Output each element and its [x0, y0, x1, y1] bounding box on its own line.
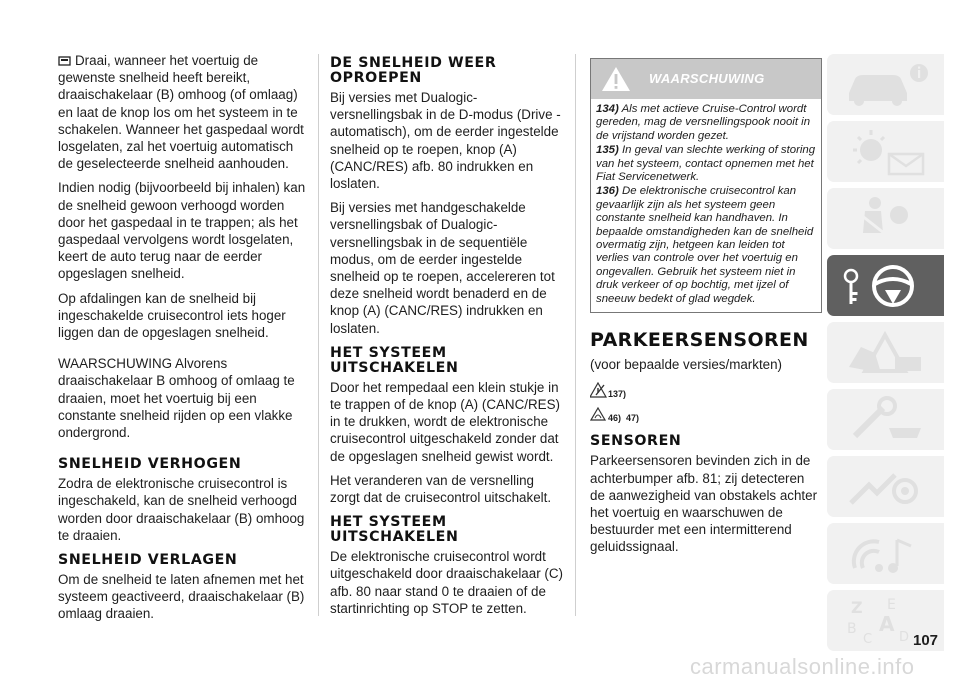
chapter-heading: PARKEERSENSOREN [590, 329, 809, 352]
warning-triangle-icon [601, 66, 631, 92]
tab-starting-driving[interactable] [827, 255, 944, 316]
tab-safety[interactable] [827, 188, 944, 249]
section-heading: HET SYSTEEM UITSCHAKELEN [330, 514, 459, 546]
tab-multimedia[interactable] [827, 523, 944, 584]
svg-text:C: C [863, 632, 873, 647]
svg-text:Z: Z [851, 598, 863, 617]
tab-technical-data[interactable] [827, 456, 944, 517]
watermark: carmanualsonline.info [690, 654, 915, 679]
paragraph: Bij versies met handgeschakelde versnellingsbak of Dualogic-versnellingsbak in de sequentiële modus, om de eerder ingestelde snelheid op te roepen, accelereren tot deze snelheid wordt benaderd en de knop (A) (CANC/RES) indrukken en loslaten. [330, 200, 555, 336]
reference-number: 46) [608, 413, 622, 424]
car-info-icon [835, 59, 935, 111]
svg-text:A: A [879, 612, 895, 636]
warning-header [591, 59, 821, 99]
paragraph: Door het rempedaal een klein stukje in te trappen of de knop (A) (CANC/RES) in te drukken, wordt de elektronische cruisecontrol uitgeschakeld zonder dat de opgeslagen snelheid gewist wordt. [330, 379, 560, 464]
warning-body [591, 99, 821, 312]
airbag-icon [835, 193, 935, 245]
section-heading: HET SYSTEEM UITSCHAKELEN [330, 344, 459, 376]
paragraph: WAARSCHUWING Alvorens draaischakelaar B omhoog of omlaag te draaien, moet het voertuig bij een constante snelheid rijden op een vlakke ondergrond. [58, 356, 295, 441]
note-reference [590, 404, 822, 426]
svg-text:B: B [847, 621, 857, 637]
tab-dashboard[interactable] [827, 121, 944, 182]
column-middle [330, 52, 564, 624]
paragraph: Het veranderen van de versnelling zorgt dat de cruisecontrol uitschakelt. [330, 472, 552, 506]
column-divider [318, 54, 319, 616]
paragraph: Om de snelheid te laten afnemen met het systeem geactiveerd, draaischakelaar (B) omlaag draaien. [58, 572, 305, 622]
chapter-tabs [827, 54, 944, 657]
section-heading: SENSOREN [590, 433, 682, 450]
warning-item: 135) In geval van slechte werking of storing van het systeem, contact opnemen met het Fiat Servicenetwerk. [596, 144, 816, 184]
paragraph: (voor bepaalde versies/markten) [590, 357, 783, 373]
section-heading: DE SNELHEID WEER OPROEPEN [330, 55, 497, 86]
steering-wheel-key-icon [835, 260, 935, 312]
emergency-icon [835, 327, 935, 379]
paragraph: Bij versies met Dualogic-versnellingsbak in de D-modus (Drive - automatisch), om de eerder ingestelde snelheid op te roepen, knop (A) (CANC/RES) afb. 80 indrukken en loslaten. [330, 90, 561, 192]
warning-reference [590, 380, 822, 402]
page-number: 107 [913, 632, 939, 649]
paragraph: Op afdalingen kan de snelheid bij ingeschakelde cruisecontrol iets hoger liggen dan de opgeslagen snelheid. [58, 290, 286, 341]
svg-text:D: D [899, 630, 910, 645]
column-right [590, 58, 822, 563]
warning-item: 134) Als met actieve Cruise-Control wordt gereden, mag de versnellingspook nooit in de vrijstand worden gezet. [596, 103, 811, 142]
warning-item: 136) De elektronische cruisecontrol kan gevaarlijk zijn als het systeem geen constante snelheid kan handhaven. In bepaalde omstandigheden kan de snelheid overmatig zijn, hetgeen kan leiden tot verlies van controle over het voertuig en ongevallen. Gebruik het systeem niet in druk verkeer of op bochtig, met ijzel of sneeuw bedekt of glad wegdek. [596, 185, 814, 305]
paragraph: Indien nodig (bijvoorbeeld bij inhalen) kan de snelheid gewoon verhoogd worden door het gaspedaal in te trappen; als het gaspedaal vervolgens wordt losgelaten, keert de auto terug naar de eerder opgeslagen snelheid. [58, 180, 306, 282]
tab-maintenance[interactable] [827, 389, 944, 450]
tab-car-info[interactable] [827, 54, 944, 115]
column-divider [575, 54, 576, 616]
paragraph: Parkeersensoren bevinden zich in de achterbumper afb. 81; zij detecteren de aanwezigheid van obstakels achter het voertuig en waarschuwen de bestuurder met een intermitterend geluidssignaal. [590, 453, 818, 555]
svg-text:E: E [887, 597, 896, 613]
technical-data-icon [835, 461, 935, 513]
column-left [58, 52, 310, 630]
note-icon [58, 56, 72, 66]
section-heading: SNELHEID VERHOGEN [58, 456, 242, 473]
warning-title: WAARSCHUWING [649, 71, 765, 86]
caution-hand-icon [594, 382, 606, 396]
environment-icon [590, 407, 606, 421]
reference-number: 137) [608, 389, 627, 400]
lights-message-icon [835, 126, 935, 178]
section-heading: SNELHEID VERLAGEN [58, 552, 238, 569]
reference-number: 47) [626, 413, 640, 424]
paragraph: Zodra de elektronische cruisecontrol is ingeschakeld, kan de snelheid verhoogd worden door draaischakelaar (B) omhoog te draaien. [58, 476, 305, 543]
warning-box [590, 58, 822, 313]
paragraph: Draai, wanneer het voertuig de gewenste snelheid heeft bereikt, draaischakelaar (B) omhoog (of omlaag) en laat de knop los om het systeem in te schakelen. Wanneer het gaspedaal wordt losgelaten, zal het voertuig automatisch de geselecteerde snelheid aanhouden. [58, 53, 304, 172]
paragraph: De elektronische cruisecontrol wordt uitgeschakeld door draaischakelaar (C) afb. 80 naar stand 0 te draaien of de startinrichting op STOP te zetten. [330, 549, 563, 616]
maintenance-icon [835, 394, 935, 446]
tab-emergency[interactable] [827, 322, 944, 383]
multimedia-icon [835, 528, 935, 580]
